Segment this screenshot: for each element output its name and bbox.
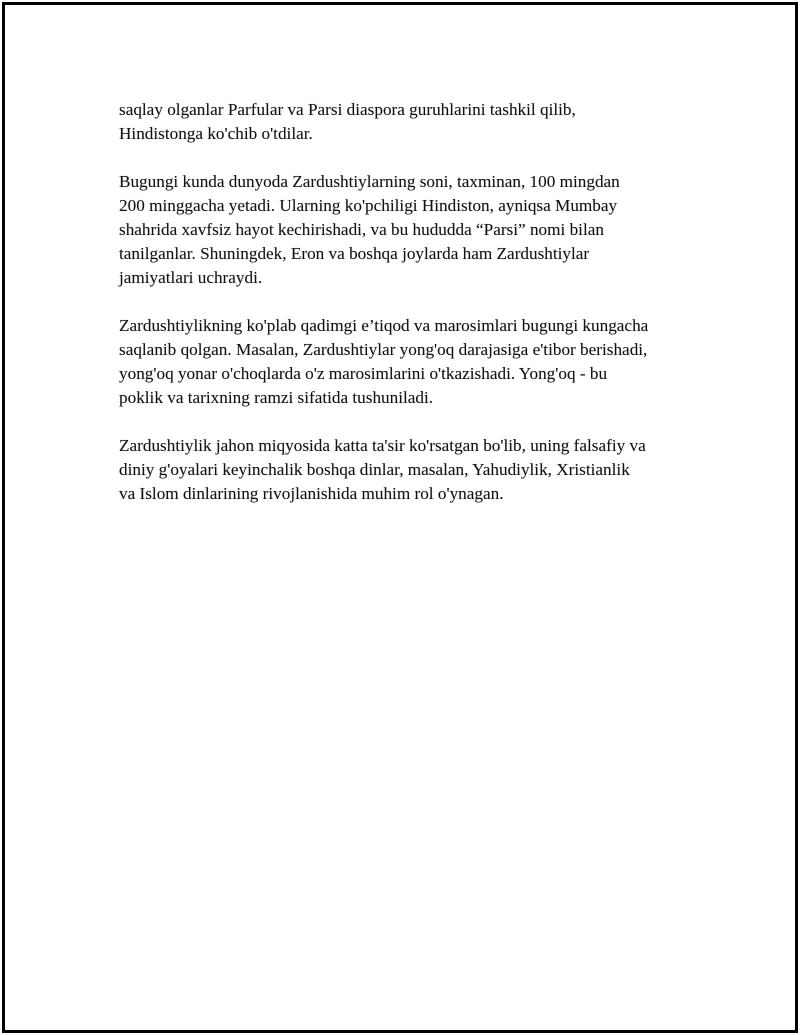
document-body: [119, 98, 709, 530]
text-line: 200 minggacha yetadi. Ularning ko'pchiligi Hindiston, ayniqsa Mumbay: [119, 196, 618, 215]
text-line: poklik va tarixning ramzi sifatida tushuniladi.: [119, 388, 434, 407]
text-line: Zardushtiylik jahon miqyosida katta ta'sir ko'rsatgan bo'lib, uning falsafiy va: [119, 436, 646, 455]
text-line: saqlanib qolgan. Masalan, Zardushtiylar yong'oq darajasiga e'tibor berishadi,: [119, 340, 648, 359]
text-line: Bugungi kunda dunyoda Zardushtiylarning soni, taxminan, 100 mingdan: [119, 172, 620, 191]
text-line: Zardushtiylikning ko'plab qadimgi e’tiqod va marosimlari bugungi kungacha: [119, 316, 649, 335]
text-line: saqlay olganlar Parfular va Parsi diaspora guruhlarini tashkil qilib,: [119, 100, 576, 119]
text-line: va Islom dinlarining rivojlanishida muhim rol o'ynagan.: [119, 484, 504, 503]
paragraph: [119, 98, 709, 146]
paragraph: [119, 434, 709, 506]
text-line: jamiyatlari uchraydi.: [119, 268, 263, 287]
document-page: [2, 2, 798, 1033]
paragraph: [119, 170, 709, 290]
text-line: shahrida xavfsiz hayot kechirishadi, va bu hududda “Parsi” nomi bilan: [119, 220, 604, 239]
text-line: yong'oq yonar o'choqlarda o'z marosimlarini o'tkazishadi. Yong'oq - bu: [119, 364, 608, 383]
paragraph: [119, 314, 709, 410]
text-line: diniy g'oyalari keyinchalik boshqa dinlar, masalan, Yahudiylik, Xristianlik: [119, 460, 630, 479]
text-line: Hindistonga ko'chib o'tdilar.: [119, 124, 313, 143]
text-line: tanilganlar. Shuningdek, Eron va boshqa joylarda ham Zardushtiylar: [119, 244, 590, 263]
